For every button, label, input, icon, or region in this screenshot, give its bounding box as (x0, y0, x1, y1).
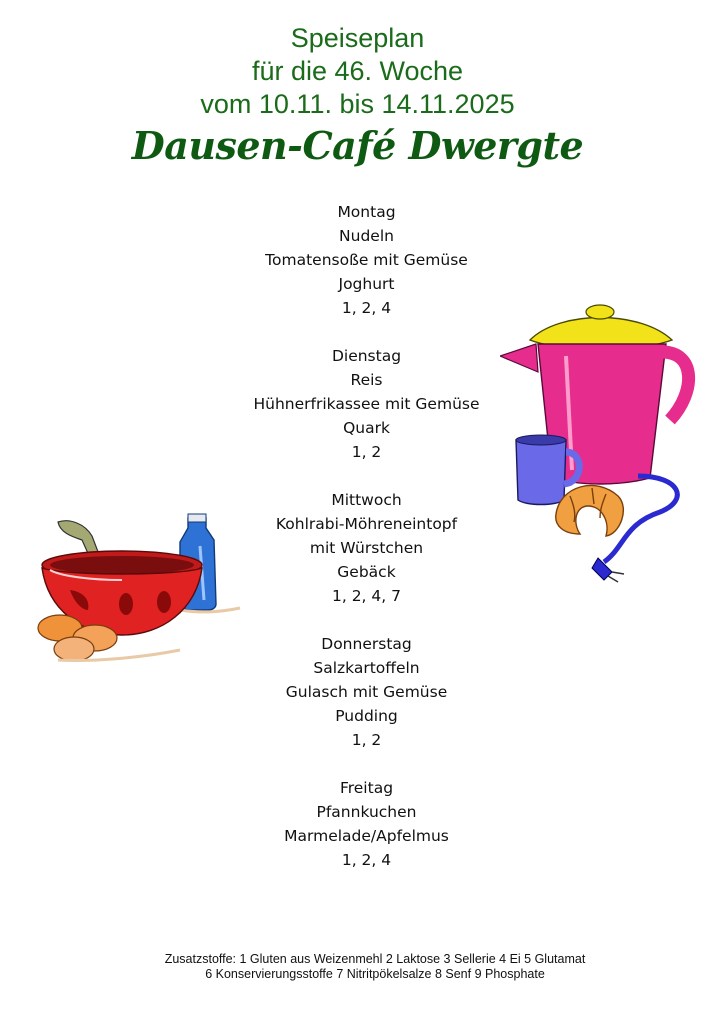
additive-codes: 1, 2 (351, 443, 382, 461)
menu-item: Tomatensoße mit Gemüse (265, 251, 468, 269)
day-name: Freitag (339, 779, 394, 797)
mixing-bowl-clipart (30, 510, 245, 665)
menu-item: Pudding (335, 707, 398, 725)
menu-item: Kohlrabi-Möhreneintopf (275, 515, 458, 533)
additives-line-1: Zusatzstoffe: 1 Gluten aus Weizenmehl 2 Laktose 3 Sellerie 4 Ei 5 Glutamat (164, 952, 586, 966)
menu-item: Marmelade/Apfelmus (284, 827, 449, 845)
menu-item: Joghurt (338, 275, 395, 293)
additives-line-2: 6 Konservierungsstoffe 7 Nitritpökelsalze 8 Senf 9 Phosphate (205, 967, 545, 981)
menu-item: Quark (343, 419, 390, 437)
day-name: Mittwoch (331, 491, 402, 509)
coffee-pot-clipart (500, 300, 700, 585)
page-header (0, 22, 715, 168)
title-line-2: für die 46. Woche (251, 56, 464, 86)
menu-item: Salzkartoffeln (313, 659, 420, 677)
menu-item: Gulasch mit Gemüse (285, 683, 448, 701)
additive-codes: 1, 2, 4, 7 (331, 587, 401, 605)
menu-item: Hühnerfrikassee mit Gemüse (253, 395, 480, 413)
menu-item: Pfannkuchen (316, 803, 417, 821)
menu-item: Gebäck (337, 563, 396, 581)
day-friday (0, 776, 715, 872)
brand-title: Dausen-Café Dwergte (131, 123, 584, 168)
day-name: Donnerstag (321, 635, 412, 653)
additive-codes: 1, 2, 4 (341, 299, 392, 317)
additive-codes: 1, 2, 4 (341, 851, 392, 869)
title-line-1: Speiseplan (290, 23, 425, 53)
menu-item: Nudeln (339, 227, 394, 245)
day-name: Dienstag (331, 347, 402, 365)
menu-item: Reis (350, 371, 383, 389)
day-name: Montag (337, 203, 396, 221)
additive-codes: 1, 2 (351, 731, 382, 749)
additives-footer (0, 952, 715, 982)
title-line-3: vom 10.11. bis 14.11.2025 (200, 89, 515, 119)
menu-item: mit Würstchen (309, 539, 424, 557)
